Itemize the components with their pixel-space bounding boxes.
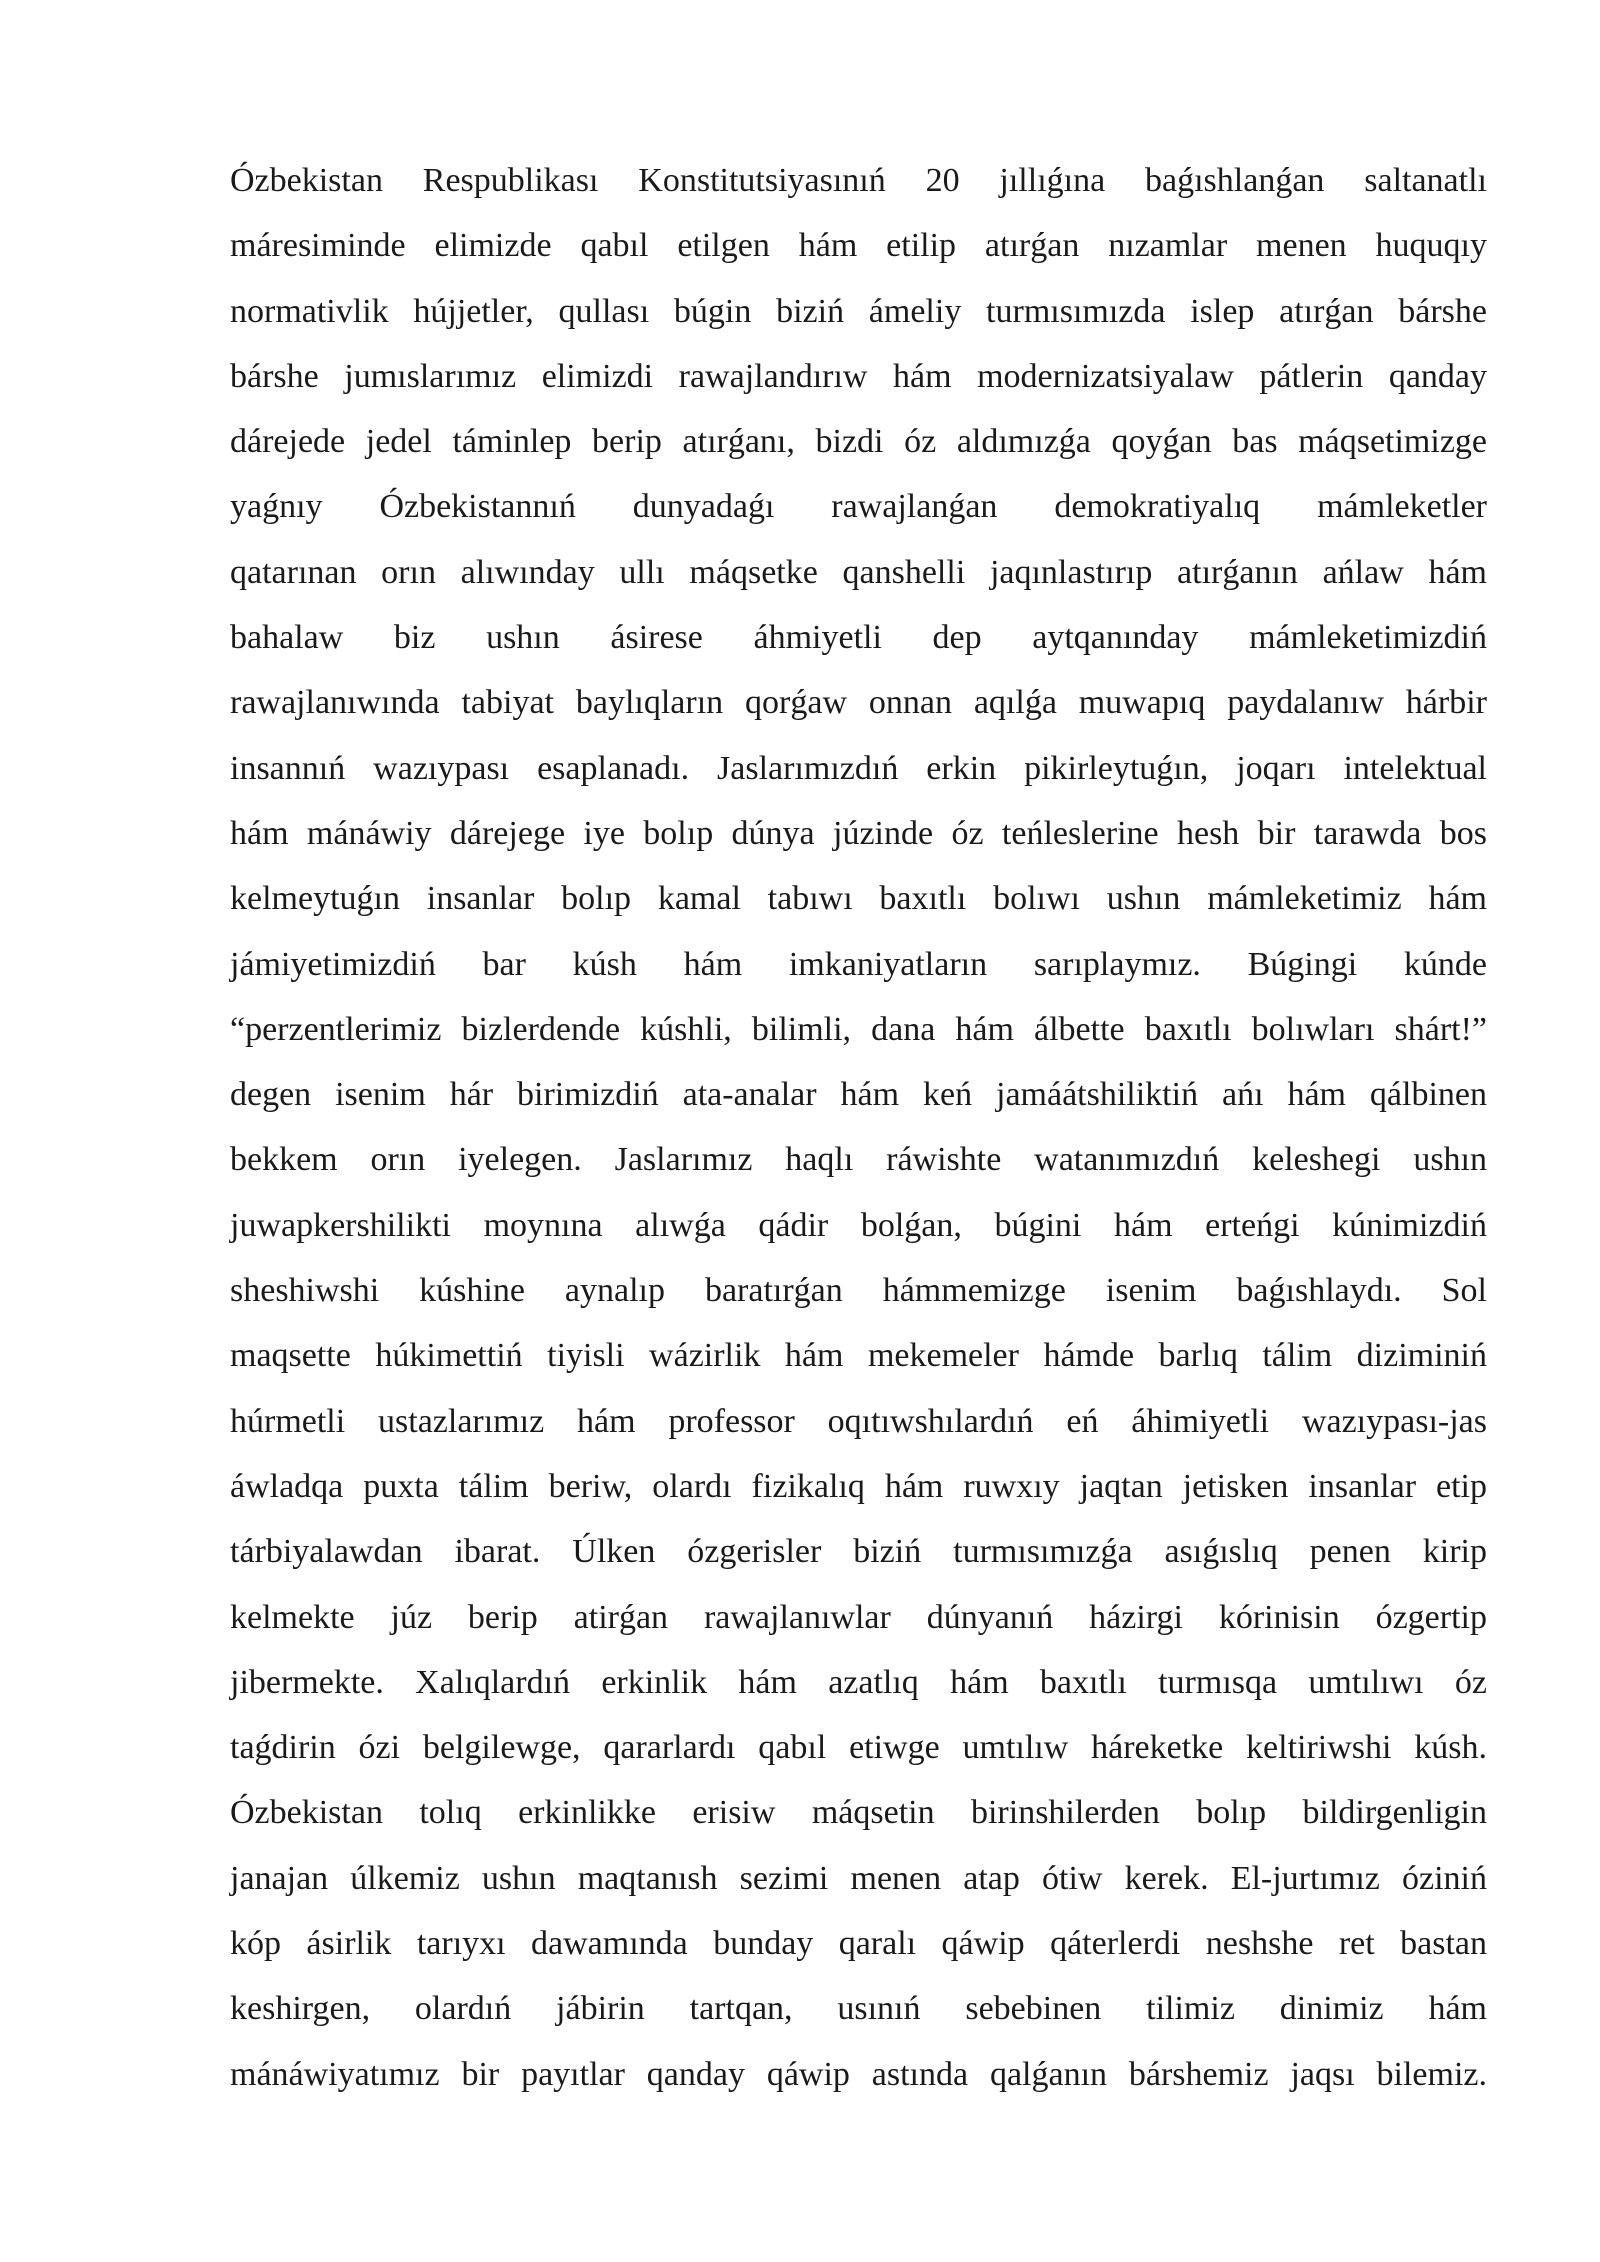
text-line: qatarınan orın alıwınday ullı máqsetke qanshelli jaqınlastırıp atırǵanın ańlaw hám — [230, 553, 1487, 591]
text-line: húrmetli ustazlarımız hám professor oqıtıwshılardıń eń áhimiyetli wazıypası-jas — [230, 1402, 1487, 1440]
text-line: Ózbekistan tolıq erkinlikke erisiw máqsetin birinshilerden bolıp bildirgenligin — [230, 1794, 1487, 1832]
text-line: degen isenim hár birimizdiń ata-analar hám keń jamáátshiliktiń ańı hám qálbinen — [230, 1076, 1487, 1114]
text-line: hám mánáwiy dárejege iye bolıp dúnya júzinde óz teńleslerine hesh bir tarawda bos — [230, 814, 1487, 852]
text-line: “perzentlerimiz bizlerdende kúshli, bilimli, dana hám álbette baxıtlı bolıwları shárt!” — [230, 1010, 1487, 1048]
text-line: bárshe jumıslarımız elimizdi rawajlandırıw hám modernizatsiyalaw pátlerin qanday — [230, 357, 1487, 395]
text-line: normativlik hújjetler, qullası búgin biziń ámeliy turmısımızda islep atırǵan bárshe — [230, 292, 1487, 330]
text-line: kelmeytuǵın insanlar bolıp kamal tabıwı baxıtlı bolıwı ushın mámleketimiz hám — [230, 880, 1487, 918]
text-line: tárbiyalawdan ibarat. Úlken ózgerisler biziń turmısımızǵa asıǵıslıq penen kirip — [230, 1533, 1487, 1571]
text-line: insannıń wazıypası esaplanadı. Jaslarımızdıń erkin pikirleytuǵın, joqarı intelektual — [230, 749, 1487, 787]
text-line: bekkem orın iyelegen. Jaslarımız haqlı ráwishte watanımızdıń keleshegi ushın — [230, 1141, 1487, 1179]
text-line: jámiyetimizdiń bar kúsh hám imkaniyatların sarıplaymız. Búgingi kúnde — [230, 945, 1487, 983]
text-line: janajan úlkemiz ushın maqtanısh sezimi menen atap ótiw kerek. El-jurtımız óziniń — [230, 1859, 1487, 1897]
text-line: keshirgen, olardıń jábirin tartqan, usınıń sebebinen tilimiz dinimiz hám — [230, 1990, 1487, 2028]
text-line: dárejede jedel táminlep berip atırǵanı, bizdi óz aldımızǵa qoyǵan bas máqsetimizge — [230, 423, 1487, 461]
text-line: rawajlanıwında tabiyat baylıqların qorǵaw onnan aqılǵa muwapıq paydalanıw hárbir — [230, 684, 1487, 722]
text-line: kelmekte júz berip atirǵan rawajlanıwlar dúnyanıń házirgi kórinisin ózgertip — [230, 1598, 1487, 1636]
text-line: kóp ásirlik tarıyxı dawamında bunday qaralı qáwip qáterlerdi neshshe ret bastan — [230, 1925, 1487, 1963]
text-line: mánáwiyatımız bir payıtlar qanday qáwip astında qalǵanın bárshemiz jaqsı bilemiz. — [230, 2055, 1487, 2093]
text-line: sheshiwshi kúshine aynalıp baratırǵan hámmemizge isenim baǵıshlaydı. Sol — [230, 1272, 1487, 1310]
text-line: bahalaw biz ushın ásirese áhmiyetli dep aytqanınday mámleketimizdiń — [230, 619, 1487, 657]
text-line: yaǵnıy Ózbekistannıń dunyadaǵı rawajlanǵan demokratiyalıq mámleketler — [230, 488, 1487, 526]
body-paragraph — [230, 148, 1487, 2107]
text-line: Ózbekistan Respublikası Konstitutsiyasınıń 20 jıllıǵına baǵıshlanǵan saltanatlı — [230, 162, 1487, 199]
text-line: áwladqa puxta tálim beriw, olardı fizikalıq hám ruwxıy jaqtan jetisken insanlar etip — [230, 1467, 1487, 1505]
text-line: maqsette húkimettiń tiyisli wázirlik hám mekemeler hámde barlıq tálim diziminiń — [230, 1337, 1487, 1375]
text-line: taǵdirin ózi belgilewge, qararlardı qabıl etiwge umtılıw háreketke keltiriwshi kúsh. — [230, 1729, 1487, 1767]
text-line: juwapkershilikti moynına alıwǵa qádir bolǵan, búgini hám erteńgi kúnimizdiń — [230, 1206, 1487, 1244]
text-line: jibermekte. Xalıqlardıń erkinlik hám azatlıq hám baxıtlı turmısqa umtılıwı óz — [230, 1663, 1487, 1701]
text-line: máresiminde elimizde qabıl etilgen hám etilip atırǵan nızamlar menen huquqıy — [230, 227, 1487, 265]
